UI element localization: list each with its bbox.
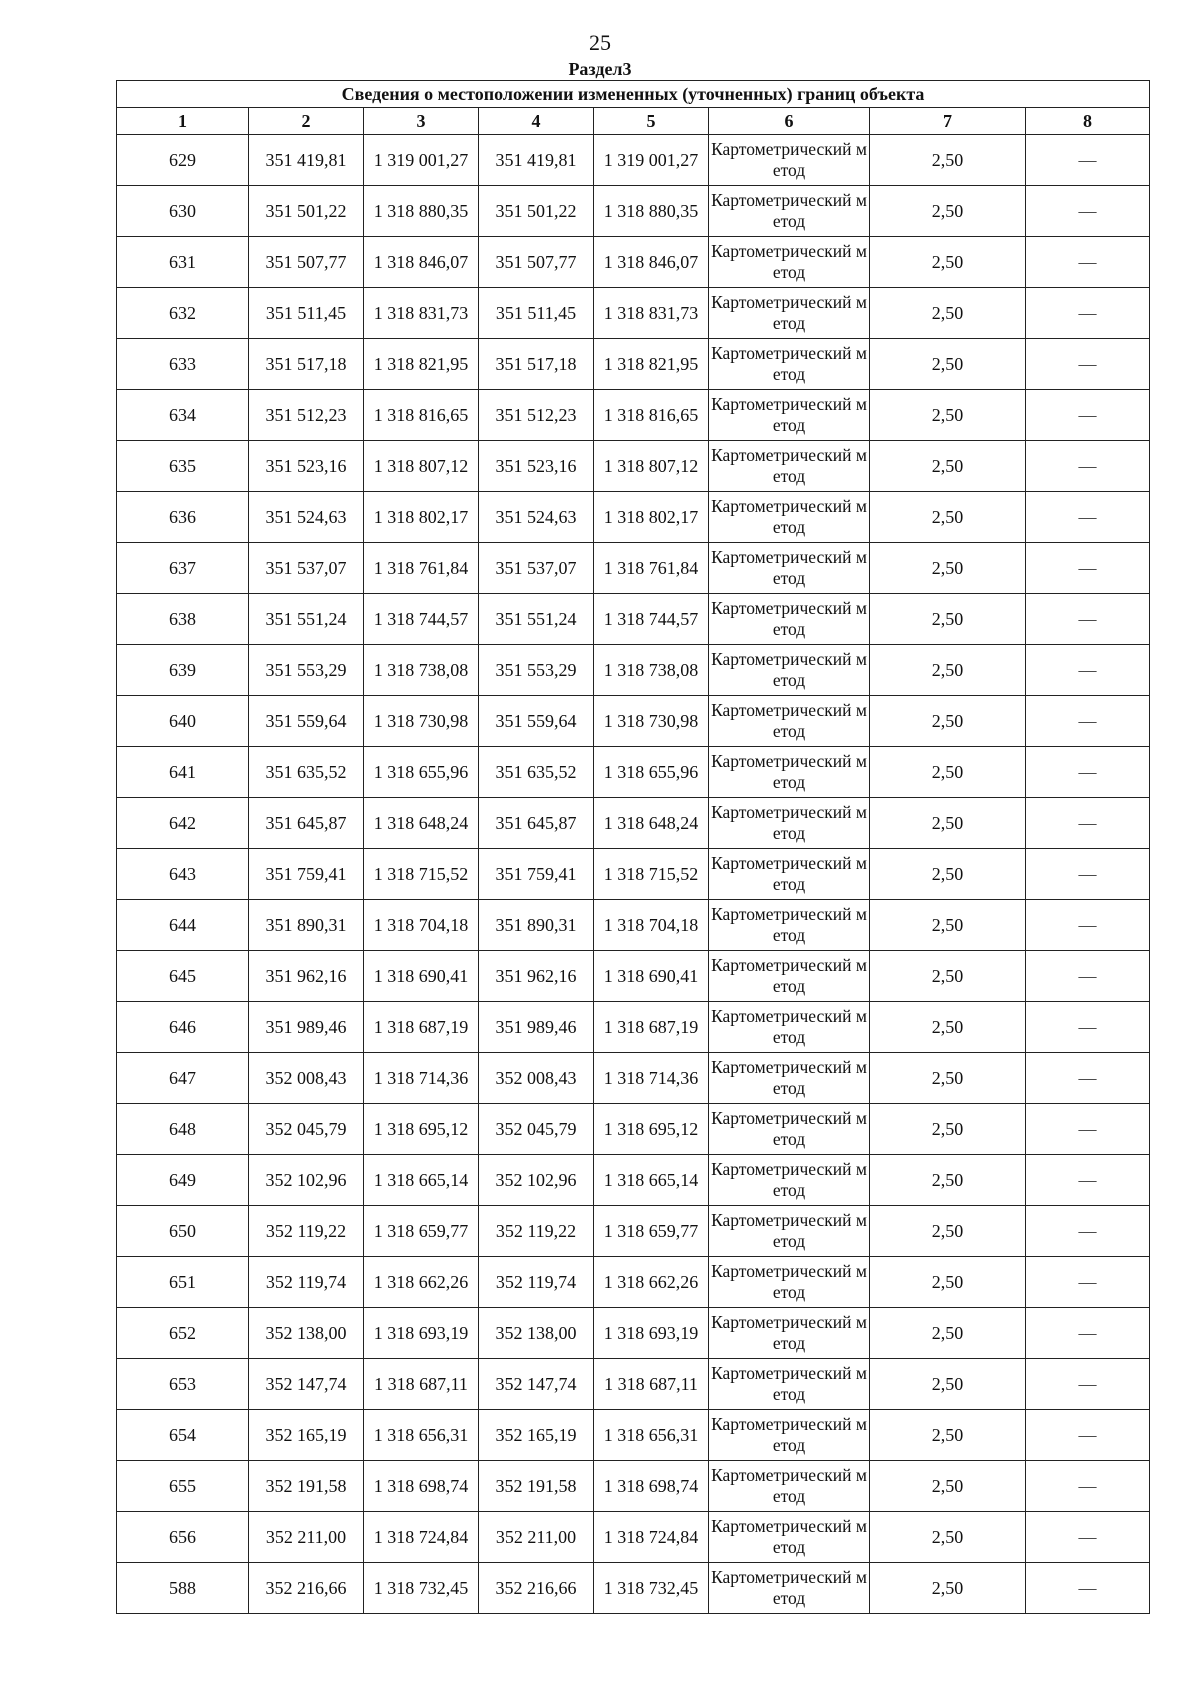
table-cell: 1 318 698,74 [364,1461,479,1512]
table-cell: 351 501,22 [249,186,364,237]
table-cell: Картометрический метод [709,951,870,1002]
table-cell: 1 318 816,65 [364,390,479,441]
table-cell: Картометрический метод [709,339,870,390]
table-cell: 351 537,07 [479,543,594,594]
table-cell: 352 211,00 [249,1512,364,1563]
table-cell: — [1026,1308,1150,1359]
table-cell: 351 635,52 [479,747,594,798]
table-cell: 1 318 761,84 [594,543,709,594]
column-header: 1 [117,108,249,135]
table-cell: 352 165,19 [249,1410,364,1461]
table-cell: 2,50 [870,900,1026,951]
table-cell: Картометрический метод [709,594,870,645]
table-cell: 351 419,81 [479,135,594,186]
table-cell: 2,50 [870,645,1026,696]
table-cell: 1 318 662,26 [594,1257,709,1308]
table-cell: 352 045,79 [479,1104,594,1155]
table-cell: 644 [117,900,249,951]
table-cell: — [1026,645,1150,696]
table-cell: 1 318 730,98 [364,696,479,747]
table-cell: 1 318 714,36 [364,1053,479,1104]
table-cell: 1 318 802,17 [364,492,479,543]
table-cell: 352 211,00 [479,1512,594,1563]
table-cell: Картометрический метод [709,1410,870,1461]
table-caption: Сведения о местоположении измененных (уточненных) границ объекта [117,81,1150,108]
table-cell: 1 318 665,14 [594,1155,709,1206]
table-cell: 1 318 807,12 [364,441,479,492]
table-cell: 1 318 715,52 [364,849,479,900]
table-cell: 639 [117,645,249,696]
table-cell: — [1026,951,1150,1002]
table-cell: 352 008,43 [249,1053,364,1104]
table-cell: 2,50 [870,594,1026,645]
table-cell: Картометрический метод [709,492,870,543]
table-cell: 1 318 738,08 [364,645,479,696]
table-cell: 1 318 687,11 [594,1359,709,1410]
table-cell: 1 318 831,73 [594,288,709,339]
table-cell: 632 [117,288,249,339]
table-cell: 351 511,45 [479,288,594,339]
table-row [117,492,1150,543]
table-cell: 2,50 [870,1563,1026,1614]
table-cell: 2,50 [870,849,1026,900]
table-cell: 629 [117,135,249,186]
table-cell: — [1026,1206,1150,1257]
table-cell: 351 551,24 [479,594,594,645]
table-cell: 636 [117,492,249,543]
table-cell: 1 318 831,73 [364,288,479,339]
table-cell: 1 318 655,96 [364,747,479,798]
table-cell: — [1026,390,1150,441]
table-cell: 352 147,74 [479,1359,594,1410]
table-cell: 352 045,79 [249,1104,364,1155]
table-row [117,237,1150,288]
table-cell: — [1026,1410,1150,1461]
table-cell: 352 119,22 [479,1206,594,1257]
table-cell: 1 318 687,19 [594,1002,709,1053]
table-cell: 351 517,18 [479,339,594,390]
table-cell: 646 [117,1002,249,1053]
table-cell: 653 [117,1359,249,1410]
table-cell: 588 [117,1563,249,1614]
table-cell: 351 507,77 [249,237,364,288]
table-cell: 1 318 744,57 [364,594,479,645]
table-cell: Картометрический метод [709,849,870,900]
table-cell: 352 119,22 [249,1206,364,1257]
table-cell: — [1026,543,1150,594]
table-cell: 637 [117,543,249,594]
table-cell: — [1026,1359,1150,1410]
table-cell: Картометрический метод [709,900,870,951]
table-cell: — [1026,1002,1150,1053]
table-cell: Картометрический метод [709,135,870,186]
table-row [117,645,1150,696]
table-cell: 1 319 001,27 [594,135,709,186]
table-cell: 352 147,74 [249,1359,364,1410]
table-cell: 351 511,45 [249,288,364,339]
table-cell: 1 318 732,45 [594,1563,709,1614]
table-cell: 1 318 714,36 [594,1053,709,1104]
table-cell: Картометрический метод [709,288,870,339]
table-row [117,951,1150,1002]
table-cell: 651 [117,1257,249,1308]
table-cell: Картометрический метод [709,1308,870,1359]
column-header: 2 [249,108,364,135]
table-cell: 2,50 [870,186,1026,237]
table-cell: 2,50 [870,1104,1026,1155]
table-cell: Картометрический метод [709,441,870,492]
table-cell: 2,50 [870,1359,1026,1410]
table-cell: Картометрический метод [709,1053,870,1104]
table-cell: — [1026,441,1150,492]
table-cell: 630 [117,186,249,237]
table-cell: — [1026,849,1150,900]
table-cell: 351 524,63 [479,492,594,543]
table-cell: 351 989,46 [479,1002,594,1053]
table-cell: 2,50 [870,1512,1026,1563]
table-cell: 1 318 802,17 [594,492,709,543]
table-cell: 1 318 656,31 [364,1410,479,1461]
table-cell: 2,50 [870,492,1026,543]
table-cell: Картометрический метод [709,747,870,798]
table-cell: — [1026,1563,1150,1614]
table-row [117,1308,1150,1359]
column-header: 4 [479,108,594,135]
table-cell: 2,50 [870,1410,1026,1461]
table-cell: 351 524,63 [249,492,364,543]
table-row [117,288,1150,339]
table-cell: 642 [117,798,249,849]
table-cell: 2,50 [870,798,1026,849]
table-cell: Картометрический метод [709,1461,870,1512]
table-cell: 647 [117,1053,249,1104]
table-row [117,186,1150,237]
table-cell: 1 318 724,84 [364,1512,479,1563]
table-cell: 352 138,00 [249,1308,364,1359]
column-header: 5 [594,108,709,135]
table-cell: 1 318 693,19 [364,1308,479,1359]
coordinates-table [116,80,1150,1614]
table-row [117,1053,1150,1104]
table-cell: 1 318 807,12 [594,441,709,492]
table-cell: 2,50 [870,288,1026,339]
table-cell: Картометрический метод [709,1257,870,1308]
table-row [117,1410,1150,1461]
table-cell: 1 318 704,18 [364,900,479,951]
table-cell: 352 165,19 [479,1410,594,1461]
table-cell: 351 512,23 [479,390,594,441]
table-cell: — [1026,135,1150,186]
table-cell: — [1026,1104,1150,1155]
table-cell: — [1026,1461,1150,1512]
column-header: 8 [1026,108,1150,135]
table-row [117,1461,1150,1512]
table-cell: 2,50 [870,135,1026,186]
table-cell: 1 318 821,95 [364,339,479,390]
table-cell: 352 138,00 [479,1308,594,1359]
table-cell: — [1026,900,1150,951]
table-cell: 352 191,58 [479,1461,594,1512]
table-row [117,135,1150,186]
table-row [117,390,1150,441]
table-cell: 1 318 695,12 [364,1104,479,1155]
table-row [117,798,1150,849]
table-cell: 652 [117,1308,249,1359]
table-row [117,1155,1150,1206]
table-cell: 1 318 659,77 [364,1206,479,1257]
table-row [117,1104,1150,1155]
table-row [117,849,1150,900]
table-cell: 1 318 724,84 [594,1512,709,1563]
table-row [117,1206,1150,1257]
table-row [117,441,1150,492]
page-number: 25 [589,30,611,55]
table-cell: 2,50 [870,1308,1026,1359]
table-cell: 352 008,43 [479,1053,594,1104]
table-cell: 650 [117,1206,249,1257]
table-cell: 352 191,58 [249,1461,364,1512]
table-cell: Картометрический метод [709,543,870,594]
table-cell: 1 318 846,07 [364,237,479,288]
table-cell: 351 962,16 [249,951,364,1002]
table-cell: 1 318 662,26 [364,1257,479,1308]
table-row [117,900,1150,951]
table-cell: 645 [117,951,249,1002]
table-row [117,1257,1150,1308]
table-row [117,543,1150,594]
table-cell: 1 318 659,77 [594,1206,709,1257]
table-cell: — [1026,1512,1150,1563]
table-cell: 352 216,66 [249,1563,364,1614]
table-cell: 1 318 690,41 [594,951,709,1002]
table-cell: 351 635,52 [249,747,364,798]
table-cell: 638 [117,594,249,645]
table-cell: — [1026,339,1150,390]
table-cell: — [1026,237,1150,288]
table-cell: — [1026,186,1150,237]
table-cell: 634 [117,390,249,441]
table-cell: 1 318 704,18 [594,900,709,951]
table-cell: 351 419,81 [249,135,364,186]
table-cell: 654 [117,1410,249,1461]
table-cell: 2,50 [870,543,1026,594]
table-cell: 1 318 738,08 [594,645,709,696]
table-cell: 1 318 693,19 [594,1308,709,1359]
table-cell: — [1026,798,1150,849]
table-cell: 1 318 744,57 [594,594,709,645]
table-row [117,1359,1150,1410]
table-cell: 640 [117,696,249,747]
table-cell: 2,50 [870,237,1026,288]
table-cell: 351 559,64 [249,696,364,747]
table-row [117,1002,1150,1053]
table-cell: 2,50 [870,1206,1026,1257]
table-cell: 1 318 816,65 [594,390,709,441]
table-cell: 655 [117,1461,249,1512]
table-cell: 631 [117,237,249,288]
table-cell: 351 559,64 [479,696,594,747]
table-cell: 351 962,16 [479,951,594,1002]
table-cell: 351 507,77 [479,237,594,288]
column-header: 7 [870,108,1026,135]
table-cell: 2,50 [870,951,1026,1002]
table-cell: 351 890,31 [249,900,364,951]
table-body [117,135,1150,1614]
table-cell: — [1026,1257,1150,1308]
table-cell: 1 318 665,14 [364,1155,479,1206]
table-cell: 2,50 [870,1461,1026,1512]
table-cell: — [1026,1155,1150,1206]
table-cell: — [1026,594,1150,645]
table-cell: 2,50 [870,1053,1026,1104]
table-cell: 351 759,41 [249,849,364,900]
table-cell: 633 [117,339,249,390]
table-cell: 352 119,74 [249,1257,364,1308]
table-row [117,1563,1150,1614]
table-cell: 351 645,87 [249,798,364,849]
table-cell: — [1026,288,1150,339]
table-cell: Картометрический метод [709,186,870,237]
column-header: 3 [364,108,479,135]
table-cell: 351 890,31 [479,900,594,951]
table-cell: 2,50 [870,441,1026,492]
column-header: 6 [709,108,870,135]
table-cell: — [1026,696,1150,747]
table-cell: Картометрический метод [709,390,870,441]
table-cell: 1 318 656,31 [594,1410,709,1461]
table-cell: 1 318 648,24 [594,798,709,849]
table-cell: 352 119,74 [479,1257,594,1308]
table-cell: 1 318 687,19 [364,1002,479,1053]
table-cell: 1 318 715,52 [594,849,709,900]
table-cell: 1 318 698,74 [594,1461,709,1512]
table-cell: 351 759,41 [479,849,594,900]
table-cell: 1 318 690,41 [364,951,479,1002]
table-row [117,594,1150,645]
table-cell: 1 318 880,35 [364,186,479,237]
table-cell: 2,50 [870,696,1026,747]
table-cell: 1 318 846,07 [594,237,709,288]
table-cell: 351 989,46 [249,1002,364,1053]
table-cell: 351 512,23 [249,390,364,441]
table-cell: 2,50 [870,339,1026,390]
column-header-row [117,108,1150,135]
table-cell: — [1026,747,1150,798]
table-cell: 1 318 880,35 [594,186,709,237]
table-cell: 1 319 001,27 [364,135,479,186]
table-cell: 351 537,07 [249,543,364,594]
table-cell: 2,50 [870,1002,1026,1053]
table-cell: 1 318 730,98 [594,696,709,747]
table-cell: 2,50 [870,1155,1026,1206]
table-cell: 351 553,29 [249,645,364,696]
table-cell: 352 102,96 [249,1155,364,1206]
table-cell: Картометрический метод [709,1206,870,1257]
table-cell: 351 523,16 [249,441,364,492]
table-cell: 2,50 [870,390,1026,441]
table-cell: 351 553,29 [479,645,594,696]
table-cell: 1 318 695,12 [594,1104,709,1155]
table-cell: 351 501,22 [479,186,594,237]
table-row [117,747,1150,798]
table-cell: Картометрический метод [709,798,870,849]
table-cell: Картометрический метод [709,1563,870,1614]
section-title: Раздел3 [568,59,632,79]
table-cell: Картометрический метод [709,645,870,696]
table-cell: 351 645,87 [479,798,594,849]
table-row [117,696,1150,747]
table-cell: 648 [117,1104,249,1155]
table-cell: 351 523,16 [479,441,594,492]
table-cell: Картометрический метод [709,696,870,747]
table-cell: Картометрический метод [709,1512,870,1563]
table-cell: 1 318 648,24 [364,798,479,849]
table-cell: 1 318 732,45 [364,1563,479,1614]
table-cell: Картометрический метод [709,1002,870,1053]
table-cell: 649 [117,1155,249,1206]
table-cell: — [1026,492,1150,543]
table-cell: 1 318 761,84 [364,543,479,594]
table-cell: Картометрический метод [709,1359,870,1410]
table-row [117,339,1150,390]
table-cell: 351 551,24 [249,594,364,645]
table-cell: 351 517,18 [249,339,364,390]
table-cell: — [1026,1053,1150,1104]
table-cell: Картометрический метод [709,1104,870,1155]
table-cell: 1 318 687,11 [364,1359,479,1410]
table-cell: 352 102,96 [479,1155,594,1206]
table-cell: Картометрический метод [709,237,870,288]
table-cell: 2,50 [870,747,1026,798]
table-cell: 1 318 655,96 [594,747,709,798]
table-cell: 352 216,66 [479,1563,594,1614]
table-cell: 656 [117,1512,249,1563]
table-cell: 2,50 [870,1257,1026,1308]
table-row [117,1512,1150,1563]
table-cell: Картометрический метод [709,1155,870,1206]
table-cell: 1 318 821,95 [594,339,709,390]
table-cell: 643 [117,849,249,900]
table-cell: 635 [117,441,249,492]
table-cell: 641 [117,747,249,798]
